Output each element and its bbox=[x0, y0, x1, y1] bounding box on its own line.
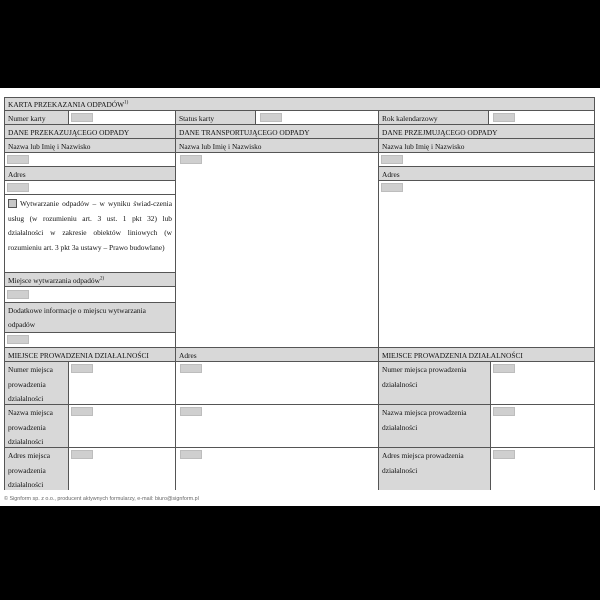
carrier-address-input-2[interactable] bbox=[180, 407, 202, 416]
receiver-address-label: Adres bbox=[379, 167, 594, 181]
document-page bbox=[0, 88, 600, 506]
card-number-cell bbox=[69, 111, 176, 125]
carrier-name-label: Nazwa lub Imię i Nazwisko bbox=[176, 139, 379, 153]
transferor-business-number-label: Numer miejsca prowadzenia działalności bbox=[5, 362, 69, 405]
form-title-text: KARTA PRZEKAZANIA ODPADÓW bbox=[8, 100, 125, 109]
carrier-address-input-3[interactable] bbox=[180, 450, 202, 459]
receiver-address-cell bbox=[379, 181, 594, 348]
transferor-name-input[interactable] bbox=[7, 155, 29, 164]
form-title-footnote: 1) bbox=[124, 100, 129, 106]
transferor-address-cell bbox=[5, 181, 176, 195]
section-receiver-header: DANE PRZEJMUJĄCEGO ODPADY bbox=[379, 125, 594, 139]
receiver-name-label: Nazwa lub Imię i Nazwisko bbox=[379, 139, 594, 153]
receiver-business-address-label: Adres miejsca prowadzenia działalności bbox=[379, 448, 491, 490]
card-status-label: Status karty bbox=[176, 111, 256, 125]
transferor-business-name-label: Nazwa miejsca prowadzenia działalności bbox=[5, 405, 69, 448]
receiver-business-address-cell bbox=[491, 448, 594, 490]
card-status-input[interactable] bbox=[260, 113, 282, 122]
carrier-address-row-3 bbox=[176, 448, 379, 490]
transferor-business-place-header: MIEJSCE PROWADZENIA DZIAŁALNOŚCI bbox=[5, 348, 176, 362]
receiver-business-name-cell bbox=[491, 405, 594, 448]
transferor-business-name-cell bbox=[69, 405, 176, 448]
receiver-business-name-label: Nazwa miejsca prowadzenia działalności bbox=[379, 405, 491, 448]
receiver-business-number-input[interactable] bbox=[493, 364, 515, 373]
transferor-business-number-input[interactable] bbox=[71, 364, 93, 373]
transferor-name-label: Nazwa lub Imię i Nazwisko bbox=[5, 139, 176, 153]
receiver-business-name-input[interactable] bbox=[493, 407, 515, 416]
carrier-address-row-1 bbox=[176, 362, 379, 405]
transferor-name-cell bbox=[5, 153, 176, 167]
receiver-business-number-cell bbox=[491, 362, 594, 405]
transferor-business-name-input[interactable] bbox=[71, 407, 93, 416]
generation-place-label: Miejsce wytwarzania odpadów$^{2)}$ bbox=[5, 273, 176, 287]
generation-place-cell bbox=[5, 287, 176, 303]
calendar-year-cell bbox=[489, 111, 594, 125]
transferor-business-address-cell bbox=[69, 448, 176, 490]
transferor-business-address-label: Adres miejsca prowadzenia działalności bbox=[5, 448, 69, 490]
carrier-address-row-2 bbox=[176, 405, 379, 448]
section-transferor-header: DANE PRZEKAZUJĄCEGO ODPADY bbox=[5, 125, 176, 139]
generation-place-footnote: 2) bbox=[99, 276, 105, 282]
generation-checkbox-text: Wytwarzanie odpadów – w wyniku świad-czenia usług (w rozumieniu art. 3 ust. 1 pkt 32) lub działalności w zakresie obiektów liniowych (w rozumieniu art. 3 pkt 3a ustawy – Prawo budowlane) bbox=[8, 199, 172, 252]
receiver-address-input[interactable] bbox=[381, 183, 403, 192]
footer-credit: © Signform sp. z o.o., producent aktywnych formularzy, e-mail: biuro@signform.pl bbox=[4, 496, 199, 502]
generation-place-input[interactable] bbox=[7, 290, 29, 299]
transferor-address-label: Adres bbox=[5, 167, 176, 181]
additional-info-input[interactable] bbox=[7, 335, 29, 344]
receiver-business-place-header: MIEJSCE PROWADZENIA DZIAŁALNOŚCI bbox=[379, 348, 594, 362]
receiver-business-address-input[interactable] bbox=[493, 450, 515, 459]
carrier-address-input-1[interactable] bbox=[180, 364, 202, 373]
generation-checkbox-cell bbox=[5, 195, 176, 273]
generation-checkbox[interactable] bbox=[8, 199, 17, 208]
transferor-business-address-input[interactable] bbox=[71, 450, 93, 459]
card-status-cell bbox=[256, 111, 379, 125]
card-number-label: Numer karty bbox=[5, 111, 69, 125]
card-number-input[interactable] bbox=[71, 113, 93, 122]
receiver-name-cell bbox=[379, 153, 594, 167]
calendar-year-label: Rok kalendarzowy bbox=[379, 111, 489, 125]
carrier-name-input[interactable] bbox=[180, 155, 202, 164]
additional-info-label: Dodatkowe informacje o miejscu wytwarzania odpadów bbox=[5, 303, 176, 333]
form-title bbox=[5, 98, 594, 111]
carrier-address-header: Adres bbox=[176, 348, 379, 362]
receiver-business-number-label: Numer miejsca prowadzenia działalności bbox=[379, 362, 491, 405]
section-carrier-header: DANE TRANSPORTUJĄCEGO ODPADY bbox=[176, 125, 379, 139]
waste-transfer-card-form bbox=[4, 97, 595, 490]
transferor-address-input[interactable] bbox=[7, 183, 29, 192]
receiver-name-input[interactable] bbox=[381, 155, 403, 164]
transferor-business-number-cell bbox=[69, 362, 176, 405]
carrier-data-block bbox=[176, 153, 379, 348]
additional-info-cell bbox=[5, 333, 176, 348]
calendar-year-input[interactable] bbox=[493, 113, 515, 122]
